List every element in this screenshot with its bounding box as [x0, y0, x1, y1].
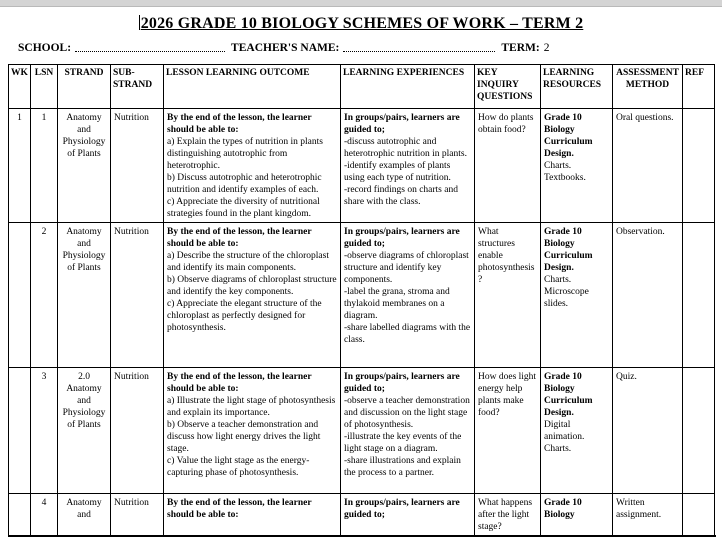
- key-inquiry-cell: What happens after the light stage?: [475, 494, 541, 537]
- ref-cell: [683, 368, 715, 494]
- assessment-cell: Written assignment.: [613, 494, 683, 537]
- experience-item: -record findings on charts and share with the class.: [344, 185, 458, 207]
- outcome-item: b) Observe a teacher demonstration and discuss how light energy drives the light stage.: [167, 420, 321, 454]
- outcome-item: a) Illustrate the light stage of photosynthesis and explain its importance.: [167, 396, 336, 418]
- sub-strand-cell: Nutrition: [111, 494, 164, 537]
- outcome-item: b) Discuss autotrophic and heterotrophic nutrition and identify examples of each.: [167, 173, 322, 195]
- table-header-row: [9, 65, 715, 109]
- resource-item: Charts.: [544, 161, 572, 171]
- experience-item: -identify examples of plants using each type of nutrition.: [344, 161, 451, 183]
- header-wk: WK: [9, 65, 31, 109]
- teacher-name-blank-line: [343, 51, 495, 52]
- resource-item-bold: Grade 10 Biology: [544, 498, 582, 520]
- learning-experiences-cell: [341, 109, 475, 223]
- outcome-item: c) Appreciate the elegant structure of the chloroplast as perfectly designed for photosynthesis.: [167, 299, 322, 333]
- lsn-cell: 4: [31, 494, 58, 537]
- school-blank-line: [75, 51, 225, 52]
- learning-experiences-cell: [341, 223, 475, 368]
- outcome-intro: By the end of the lesson, the learner should be able to:: [167, 498, 312, 520]
- experiences-intro: In groups/pairs, learners are guided to;: [344, 227, 460, 249]
- strand-cell: Anatomy and Physiology of Plants: [58, 109, 111, 223]
- ref-cell: [683, 223, 715, 368]
- wk-cell: [9, 223, 31, 368]
- sub-strand-cell: Nutrition: [111, 109, 164, 223]
- header-key-inquiry-questions: KEY INQUIRY QUESTIONS: [475, 65, 541, 109]
- header-strand: STRAND: [58, 65, 111, 109]
- outcome-item: c) Appreciate the diversity of nutritional strategies found in the plant kingdom.: [167, 197, 320, 219]
- strand-cell: 2.0 Anatomy and Physiology of Plants: [58, 368, 111, 494]
- experience-item: -illustrate the key events of the light stage on a diagram.: [344, 432, 462, 454]
- header-learning-resources: LEARNING RESOURCES: [541, 65, 613, 109]
- experience-item: -observe a teacher demonstration and discussion on the light stage of photosynthesis.: [344, 396, 470, 430]
- table-row: [9, 368, 715, 494]
- strand-cell: Anatomy and: [58, 494, 111, 537]
- header-ref: REF: [683, 65, 715, 109]
- resource-item-bold: Grade 10 Biology Curriculum Design.: [544, 227, 593, 273]
- table-bottom-edge: [8, 535, 716, 537]
- outcome-intro: By the end of the lesson, the learner should be able to:: [167, 372, 312, 394]
- outcome-intro: By the end of the lesson, the learner should be able to:: [167, 113, 312, 135]
- resource-item: Charts.: [544, 444, 572, 454]
- lsn-cell: 3: [31, 368, 58, 494]
- assessment-cell: Quiz.: [613, 368, 683, 494]
- assessment-cell: Observation.: [613, 223, 683, 368]
- experiences-intro: In groups/pairs, learners are guided to;: [344, 498, 460, 520]
- experiences-intro: In groups/pairs, learners are guided to;: [344, 113, 460, 135]
- wk-cell: 1: [9, 109, 31, 223]
- ref-cell: [683, 109, 715, 223]
- table-row: [9, 109, 715, 223]
- lesson-learning-outcome-cell: [164, 368, 341, 494]
- header-lsn: LSN: [31, 65, 58, 109]
- resource-item-bold: Grade 10 Biology Curriculum Design.: [544, 372, 593, 418]
- key-inquiry-cell: What structures enable photosynthesis?: [475, 223, 541, 368]
- experience-item: -discuss autotrophic and heterotrophic nutrition in plants.: [344, 137, 467, 159]
- lesson-learning-outcome-cell: [164, 109, 341, 223]
- title-row: [0, 15, 722, 33]
- learning-resources-cell: [541, 494, 613, 537]
- assessment-cell: Oral questions.: [613, 109, 683, 223]
- experience-item: -share labelled diagrams with the class.: [344, 323, 471, 345]
- outcome-item: c) Value the light stage as the energy-capturing phase of photosynthesis.: [167, 456, 310, 478]
- term-label: TERM:: [501, 42, 540, 54]
- learning-experiences-cell: [341, 368, 475, 494]
- page-title: 2026 GRADE 10 BIOLOGY SCHEMES OF WORK – TERM 2: [140, 15, 584, 32]
- experience-item: -observe diagrams of chloroplast structure and identify key components.: [344, 251, 469, 285]
- outcome-item: a) Explain the types of nutrition in plants distinguishing autotrophic from heterotrophic.: [167, 137, 323, 171]
- resource-item: Digital animation.: [544, 420, 585, 442]
- ref-cell: [683, 494, 715, 537]
- term-value: 2: [543, 42, 550, 54]
- outcome-intro: By the end of the lesson, the learner should be able to:: [167, 227, 312, 249]
- text-cursor: [139, 15, 140, 30]
- header-info-line: [18, 40, 722, 54]
- schemes-table: [8, 64, 716, 536]
- header-learning-experiences: LEARNING EXPERIENCES: [341, 65, 475, 109]
- teacher-name-label: TEACHER'S NAME:: [231, 42, 340, 54]
- lesson-learning-outcome-cell: [164, 494, 341, 537]
- resource-item: Textbooks.: [544, 173, 586, 183]
- resource-item: Charts.: [544, 275, 572, 285]
- header-assessment-method: ASSESSMENT METHOD: [613, 65, 683, 109]
- lesson-learning-outcome-cell: [164, 223, 341, 368]
- wk-cell: [9, 368, 31, 494]
- learning-experiences-cell: [341, 494, 475, 537]
- learning-resources-cell: [541, 223, 613, 368]
- table-row: [9, 223, 715, 368]
- outcome-item: b) Observe diagrams of chloroplast structure and identify the key components.: [167, 275, 337, 297]
- sub-strand-cell: Nutrition: [111, 223, 164, 368]
- learning-resources-cell: [541, 368, 613, 494]
- lsn-cell: 1: [31, 109, 58, 223]
- resource-item-bold: Grade 10 Biology Curriculum Design.: [544, 113, 593, 159]
- learning-resources-cell: [541, 109, 613, 223]
- key-inquiry-cell: How does light energy help plants make food?: [475, 368, 541, 494]
- key-inquiry-cell: How do plants obtain food?: [475, 109, 541, 223]
- table-row: [9, 494, 715, 537]
- strand-cell: Anatomy and Physiology of Plants: [58, 223, 111, 368]
- header-sub-strand: SUB-STRAND: [111, 65, 164, 109]
- experiences-intro: In groups/pairs, learners are guided to;: [344, 372, 460, 394]
- outcome-item: a) Describe the structure of the chloroplast and identify its main components.: [167, 251, 329, 273]
- experience-item: -label the grana, stroma and thylakoid membranes on a diagram.: [344, 287, 450, 321]
- lsn-cell: 2: [31, 223, 58, 368]
- window-top-edge: [0, 0, 722, 7]
- wk-cell: [9, 494, 31, 537]
- sub-strand-cell: Nutrition: [111, 368, 164, 494]
- resource-item: Microscope slides.: [544, 287, 589, 309]
- school-label: SCHOOL:: [18, 42, 72, 54]
- header-lesson-learning-outcome: LESSON LEARNING OUTCOME: [164, 65, 341, 109]
- experience-item: -share illustrations and explain the process to a partner.: [344, 456, 461, 478]
